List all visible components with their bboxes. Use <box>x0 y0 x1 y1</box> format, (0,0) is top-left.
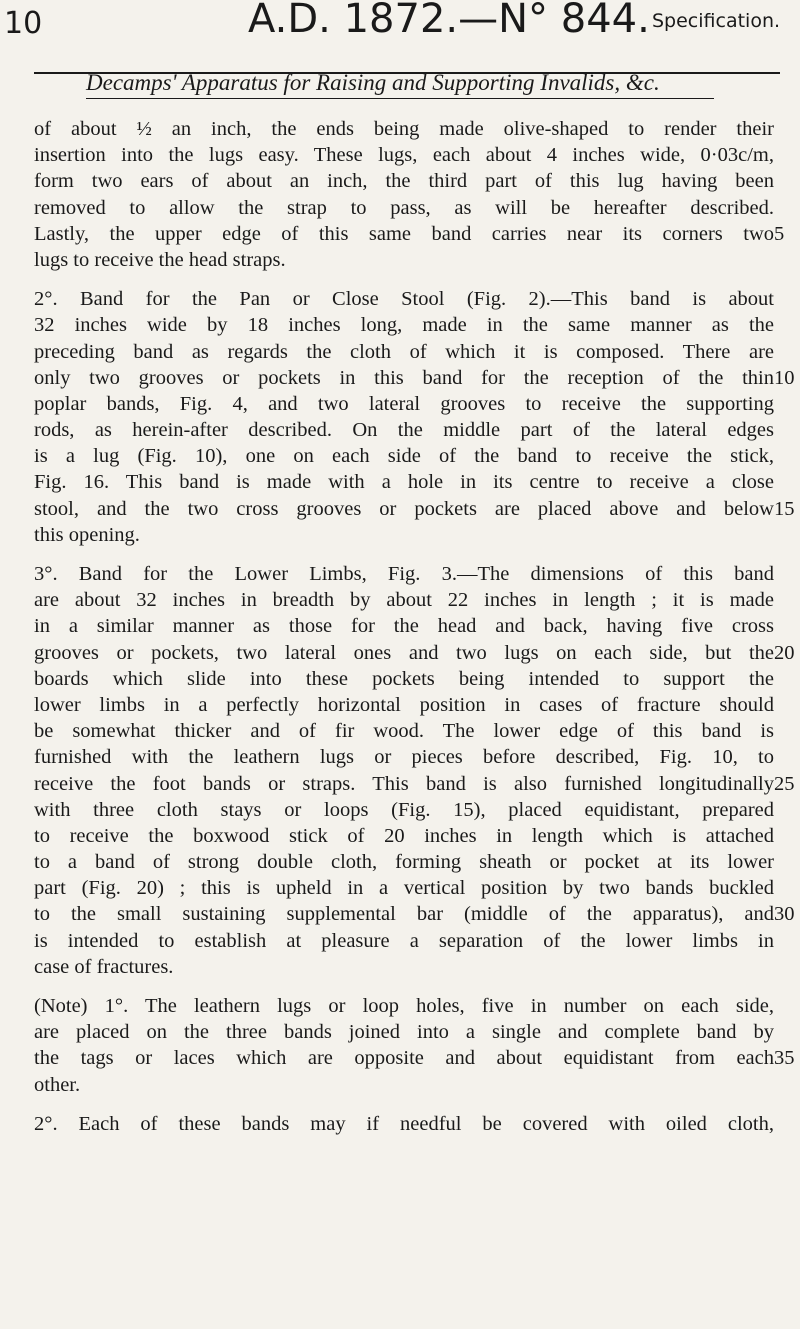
text-line <box>34 391 774 417</box>
text-line <box>34 221 785 247</box>
text-line <box>34 771 795 797</box>
text-line-content: insertion into the lugs easy. These lugs, each about 4 inches wide, 0·03c/m, <box>34 144 774 167</box>
paragraph-gap <box>34 548 774 561</box>
text-line-content: (Note) 1°. The leathern lugs or loop holes, five in number on each side, <box>34 995 774 1017</box>
line-number-marginal: 15 <box>774 497 795 520</box>
paragraph-gap <box>34 980 774 993</box>
text-line-content: is intended to establish at pleasure a separation of the lower limbs in <box>34 929 774 952</box>
text-line-content: be somewhat thicker and of fir wood. The lower edge of this band is <box>34 720 774 743</box>
text-line <box>34 247 774 273</box>
text-line-content: only two grooves or pockets in this band for the reception of the thin <box>34 366 774 389</box>
line-number-marginal: 20 <box>774 641 795 664</box>
text-line <box>34 142 774 168</box>
text-line-content: is a lug (Fig. 10), one on each side of the band to receive the stick, <box>34 445 774 468</box>
text-line-content: 2°. Band for the Pan or Close Stool (Fig. 2).—This band is about <box>34 288 774 311</box>
text-line-content: to receive the boxwood stick of 20 inches in length which is attached <box>34 824 774 847</box>
text-line-content: 2°. Each of these bands may if needful be covered with oiled cloth, <box>34 1112 774 1135</box>
text-line <box>34 1019 774 1045</box>
text-line <box>34 312 774 338</box>
text-line <box>34 339 774 365</box>
text-line-content: part (Fig. 20) ; this is upheld in a vertical position by two bands buckled <box>34 877 774 900</box>
text-line-content: poplar bands, Fig. 4, and two lateral grooves to receive the supporting <box>34 392 774 415</box>
text-line-content: case of fractures. <box>34 955 174 978</box>
text-line-content: are about 32 inches in breadth by about 22 inches in length ; it is made <box>34 589 774 612</box>
text-line <box>34 1072 774 1098</box>
text-line <box>34 797 774 823</box>
text-line <box>34 666 774 692</box>
text-line-content: preceding band as regards the cloth of which it is composed. There are <box>34 340 774 363</box>
text-line <box>34 993 774 1019</box>
text-line-content: removed to allow the strap to pass, as will be hereafter described. <box>34 196 774 219</box>
text-line <box>34 116 774 142</box>
text-line-content: in a similar manner as those for the head and back, having five cross <box>34 615 774 638</box>
text-line-content: 32 inches wide by 18 inches long, made in the same manner as the <box>34 314 774 337</box>
text-line <box>34 875 774 901</box>
text-line-content: are placed on the three bands joined into a single and complete band by <box>34 1021 774 1044</box>
text-line-content: form two ears of about an inch, the third part of this lug having been <box>34 170 774 193</box>
text-line <box>34 1111 774 1137</box>
text-line-content: furnished with the leathern lugs or pieces before described, Fig. 10, to <box>34 746 774 769</box>
body-text <box>34 116 795 1137</box>
text-line <box>34 195 774 221</box>
text-line-content: to a band of strong double cloth, forming sheath or pocket at its lower <box>34 851 774 874</box>
text-line <box>34 286 774 312</box>
page-heading: A.D. 1872.—N° 844. <box>248 0 650 42</box>
text-line <box>34 692 774 718</box>
line-number-marginal: 10 <box>774 366 795 389</box>
line-number-marginal: 30 <box>774 903 795 926</box>
text-line <box>34 640 795 666</box>
text-line <box>34 928 774 954</box>
text-line-content: Lastly, the upper edge of this same band carries near its corners two <box>34 222 774 245</box>
text-line-content: other. <box>34 1073 81 1096</box>
text-line-content: to the small sustaining supplemental bar (middle of the apparatus), and <box>34 903 774 926</box>
text-line <box>34 744 774 770</box>
text-line-content: the tags or laces which are opposite and about equidistant from each <box>34 1047 774 1070</box>
text-line <box>34 901 795 927</box>
text-line-content: 3°. Band for the Lower Limbs, Fig. 3.—The dimensions of this band <box>34 563 774 585</box>
text-line <box>34 496 795 522</box>
text-line <box>34 561 774 587</box>
line-number-marginal: 25 <box>774 772 795 795</box>
text-line-content: with three cloth stays or loops (Fig. 15), placed equidistant, prepared <box>34 798 774 821</box>
text-line <box>34 1045 795 1071</box>
text-line-content: this opening. <box>34 523 140 546</box>
text-line <box>34 417 774 443</box>
text-line-content: boards which slide into these pockets being intended to support the <box>34 667 774 690</box>
text-line-content: receive the foot bands or straps. This band is also furnished longitudinally <box>34 772 774 795</box>
running-title: Decamps' Apparatus for Raising and Supporting Invalids, &c. <box>86 70 660 95</box>
running-title-rule <box>86 98 714 99</box>
paragraph-gap <box>34 273 774 286</box>
text-line <box>34 168 774 194</box>
text-line <box>34 365 795 391</box>
text-line-content: grooves or pockets, two lateral ones and two lugs on each side, but the <box>34 641 774 664</box>
page-number: 10 <box>4 6 43 41</box>
text-line <box>34 522 774 548</box>
line-number-marginal: 35 <box>774 1047 795 1070</box>
text-line-content: rods, as herein-after described. On the middle part of the lateral edges <box>34 419 774 442</box>
text-line-content: lugs to receive the head straps. <box>34 248 286 271</box>
text-line-content: stool, and the two cross grooves or pockets are placed above and below <box>34 497 774 520</box>
text-line <box>34 954 774 980</box>
text-line-content: lower limbs in a perfectly horizontal position in cases of fracture should <box>34 693 774 716</box>
paragraph-gap <box>34 1098 774 1111</box>
text-line <box>34 849 774 875</box>
text-line-content: of about ½ an inch, the ends being made olive-shaped to render their <box>34 118 774 140</box>
text-line <box>34 443 774 469</box>
text-line <box>34 823 774 849</box>
line-number-marginal: 5 <box>774 222 785 245</box>
text-line-content: Fig. 16. This band is made with a hole in its centre to receive a close <box>34 471 774 494</box>
text-line <box>34 587 774 613</box>
text-line <box>34 718 774 744</box>
text-line <box>34 469 774 495</box>
text-line <box>34 613 774 639</box>
page-label: Specification. <box>652 10 781 32</box>
